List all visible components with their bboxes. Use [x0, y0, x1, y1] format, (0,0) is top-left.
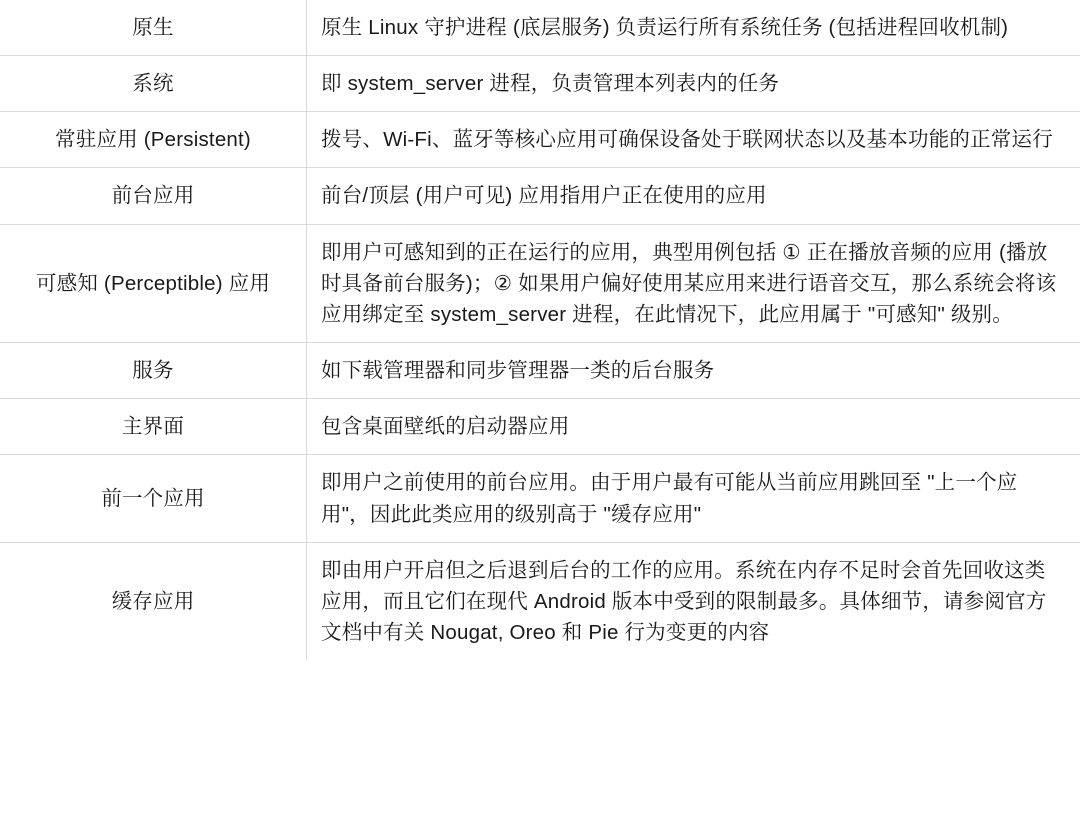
- term-label: 服务: [132, 359, 174, 383]
- table-row: [0, 224, 1080, 342]
- table-row: [0, 0, 1080, 56]
- table-cell-term: [0, 0, 307, 56]
- table-row: [0, 542, 1080, 660]
- table-row: [0, 343, 1080, 399]
- term-label: 常驻应用 (Persistent): [55, 128, 251, 152]
- table-cell-term: [0, 56, 307, 112]
- term-label: 主界面: [121, 415, 185, 439]
- table-cell-description: 拨号、Wi-Fi、蓝牙等核心应用可确保设备处于联网状态以及基本功能的正常运行: [321, 128, 1053, 152]
- term-label: 缓存应用: [111, 589, 195, 613]
- term-label: 前一个应用: [101, 486, 205, 510]
- term-label: 前台应用: [111, 184, 195, 208]
- table-cell-description: 即用户可感知到的正在运行的应用，典型用例包括 ① 正在播放音频的应用 (播放时具备前台服务)；② 如果用户偏好使用某应用来进行语音交互，那么系统会将该应用绑定至 system_server 进程，在此情况下，此应用属于 "可感知" 级别。: [321, 240, 1057, 326]
- table-cell-term: [0, 542, 307, 660]
- table-row: [0, 56, 1080, 112]
- table-cell-description: 即用户之前使用的前台应用。由于用户最有可能从当前应用跳回至 "上一个应用"，因此此类应用的级别高于 "缓存应用": [321, 471, 1018, 526]
- table-cell-description: 包含桌面壁纸的启动器应用: [321, 415, 570, 439]
- table-cell-term: [0, 343, 307, 399]
- term-label: 可感知 (Perceptible) 应用: [35, 271, 271, 295]
- table-cell-description: 如下载管理器和同步管理器一类的后台服务: [321, 359, 715, 383]
- table-cell-term: [0, 455, 307, 542]
- table-cell-description: 前台/顶层 (用户可见) 应用指用户正在使用的应用: [321, 184, 767, 208]
- table-cell-description: 原生 Linux 守护进程 (底层服务) 负责运行所有系统任务 (包括进程回收机制): [321, 16, 1009, 39]
- table-cell-term: [0, 112, 307, 168]
- table-row: [0, 455, 1080, 542]
- table-row: [0, 168, 1080, 224]
- table-row: [0, 112, 1080, 168]
- table-cell-term: [0, 399, 307, 455]
- table-cell-description: 即由用户开启但之后退到后台的工作的应用。系统在内存不足时会首先回收这类应用，而且它们在现代 Android 版本中受到的限制最多。具体细节，请参阅官方文档中有关 Nougat, Oreo 和 Pie 行为变更的内容: [321, 558, 1047, 645]
- table-row: [0, 399, 1080, 455]
- term-label: 原生: [132, 16, 174, 39]
- term-label: 系统: [132, 72, 174, 96]
- table-cell-term: [0, 168, 307, 224]
- table-cell-term: [0, 224, 307, 342]
- table-cell-description: 即 system_server 进程，负责管理本列表内的任务: [321, 72, 780, 96]
